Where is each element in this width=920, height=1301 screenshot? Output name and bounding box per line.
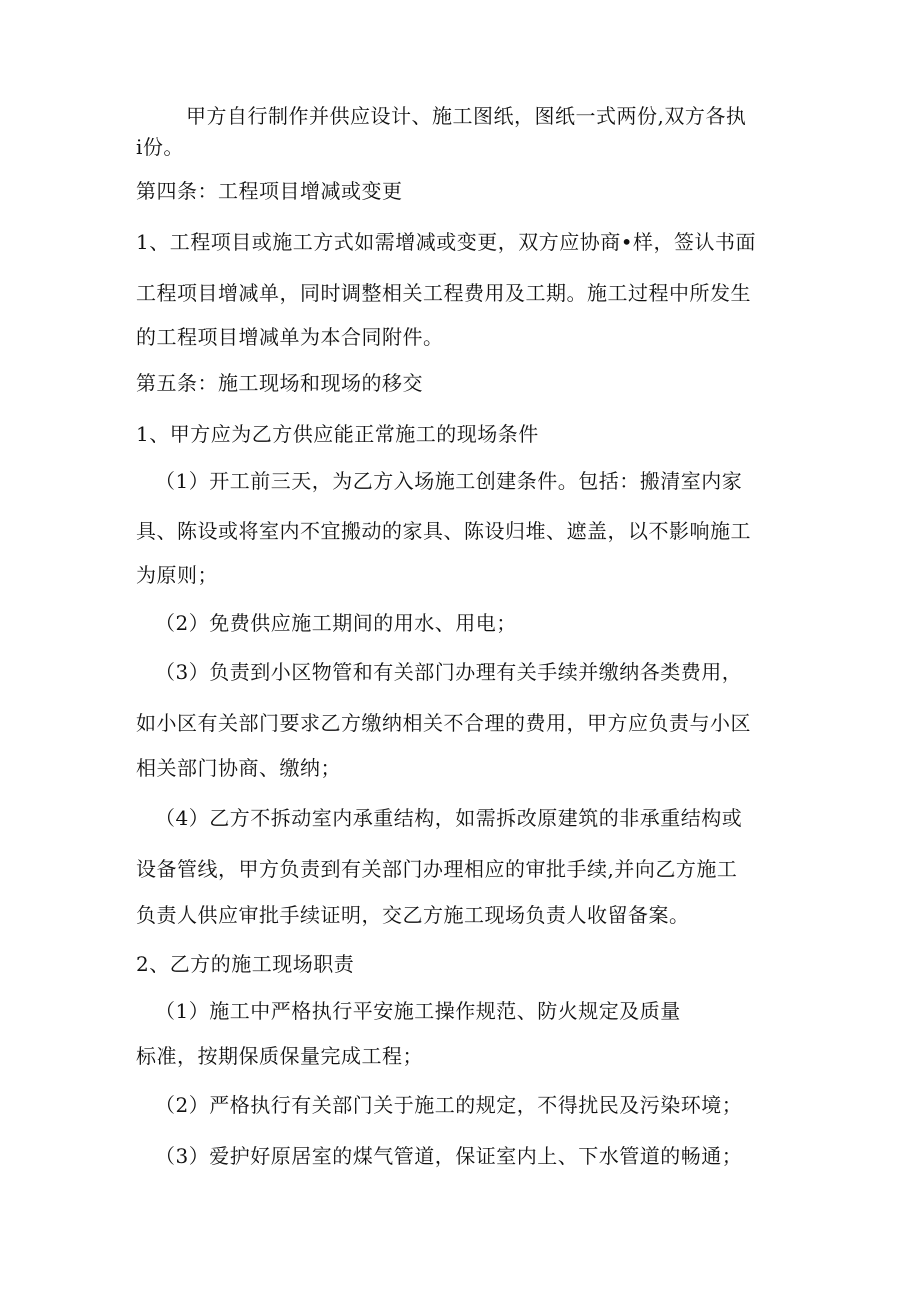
- text-line-19: 2、乙方的施工现场职责: [136, 952, 355, 976]
- text-line-16: （4）乙方不拆动室内承重结构，如需拆改原建筑的非承重结构或: [155, 806, 743, 830]
- section-heading-4: 第四条：工程项目增减或变更: [136, 179, 403, 203]
- text-line-8: 1、甲方应为乙方供应能正常施工的现场条件: [136, 422, 539, 446]
- text-line-23: （3）爱护好原居室的煤气管道，保证室内上、下水管道的畅通；: [155, 1144, 743, 1168]
- text-line-14: 如小区有关部门要求乙方缴纳相关不合理的费用，甲方应负责与小区: [136, 711, 751, 735]
- text-line-9: （1）开工前三天，为乙方入场施工创建条件。包括：搬清室内家: [155, 469, 743, 493]
- text-line-6: 的工程项目增减单为本合同附件。: [136, 325, 444, 349]
- text-line-1: 甲方自行制作并供应设计、施工图纸，图纸一式两份,双方各执: [186, 104, 747, 128]
- section-heading-5: 第五条：施工现场和现场的移交: [136, 371, 423, 395]
- text-line-11: 为原则；: [136, 563, 218, 587]
- text-line-22: （2）严格执行有关部门关于施工的规定，不得扰民及污染环境；: [155, 1093, 743, 1117]
- text-line-20: （1）施工中严格执行平安施工操作规范、防火规定及质量: [155, 999, 681, 1023]
- text-line-2: i份。: [136, 135, 184, 159]
- text-line-15: 相关部门协商、缴纳；: [136, 756, 341, 780]
- text-line-12: （2）免费供应施工期间的用水、用电；: [155, 611, 517, 635]
- text-line-5: 工程项目增减单，同时调整相关工程费用及工期。施工过程中所发生: [136, 281, 751, 305]
- text-line-13: （3）负责到小区物管和有关部门办理有关手续并缴纳各类费用，: [155, 660, 743, 684]
- text-line-21: 标准，按期保质保量完成工程；: [136, 1044, 423, 1068]
- text-line-18: 负责人供应审批手续证明，交乙方施工现场负责人收留备案。: [136, 903, 690, 927]
- text-line-4: 1、工程项目或施工方式如需增减或变更，双方应协商•样，签认书面: [136, 230, 757, 254]
- text-line-10: 具、陈设或将室内不宜搬动的家具、陈设归堆、遮盖，以不影响施工: [136, 519, 751, 543]
- text-line-17: 设备管线，甲方负责到有关部门办理相应的审批手续,并向乙方施工: [136, 857, 738, 881]
